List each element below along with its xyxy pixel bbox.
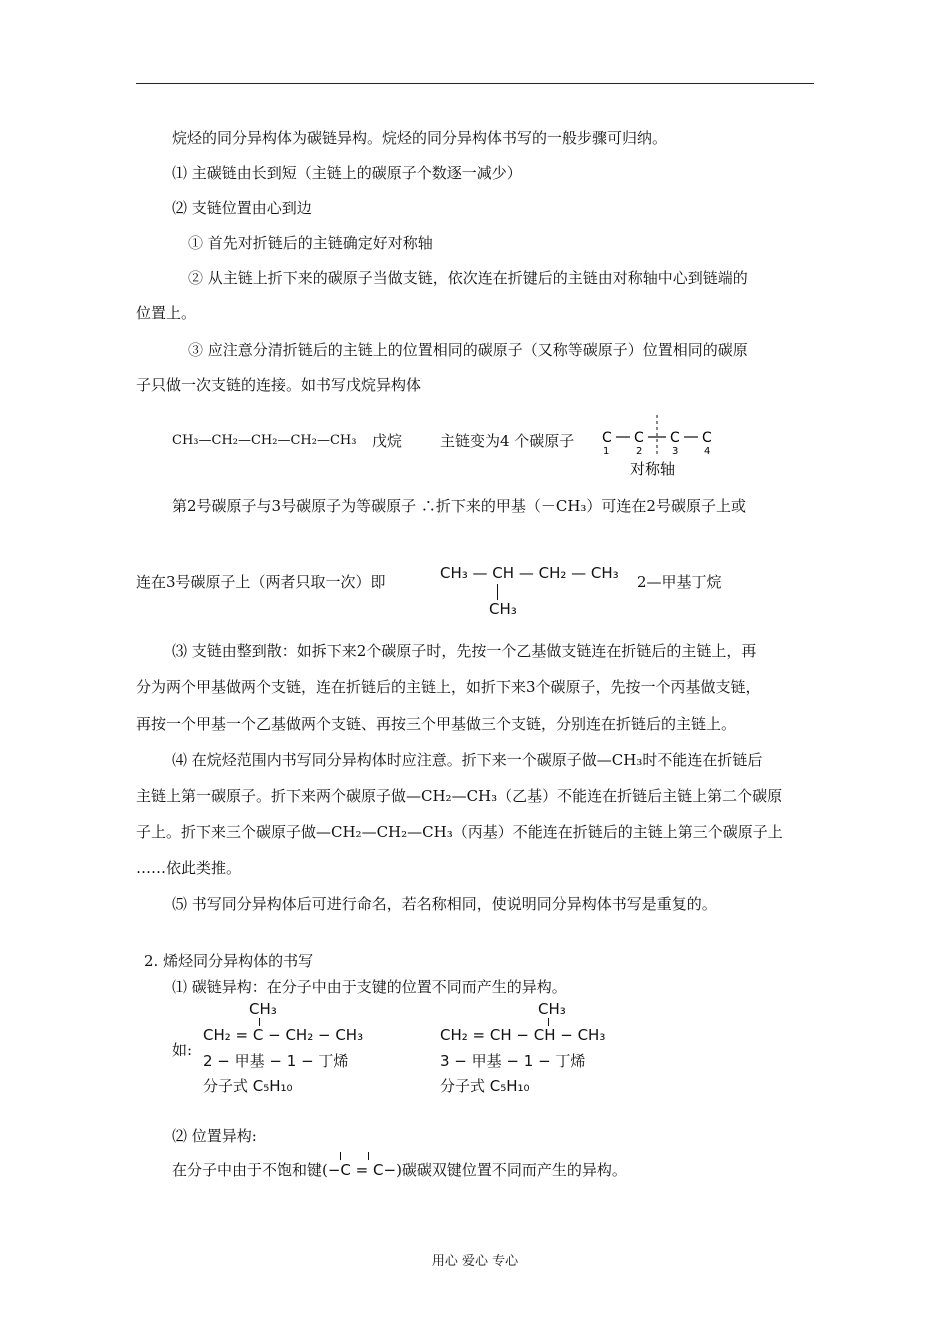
- example-1-formula: CH₂ = C − CH₂ − CH₃: [203, 1026, 364, 1044]
- methylbutane-name: 2—甲基丁烷: [637, 573, 722, 591]
- sub-step-3: ③ 应注意分清折链后的主链上的位置相同的碳原子（又称等碳原子）位置相同的碳原: [188, 341, 748, 359]
- pentane-formula: CH₃—CH₂—CH₂—CH₂—CH₃: [172, 433, 357, 448]
- header-rule: [136, 83, 814, 84]
- example-1-branch: CH₃: [249, 1000, 277, 1018]
- example-1-branch-bond: [259, 1018, 260, 1026]
- carbon-3: C: [670, 430, 680, 446]
- double-bond-symbol: [328, 1160, 396, 1180]
- step-5: ⑸ 书写同分异构体后可进行命名，若名称相同，使说明同分异构体书写是重复的。: [172, 895, 717, 913]
- step-3-cont-2: 再按一个甲基一个乙基做两个支链、再按三个甲基做三个支链，分别连在折链后的主链上。: [136, 715, 737, 733]
- branch-bond: [497, 584, 498, 600]
- step-3: ⑶ 支链由整到散：如拆下来2个碳原子时，先按一个乙基做支链连在折链后的主链上，再: [172, 642, 757, 660]
- step-3-cont-1: 分为两个甲基做两个支链，连在折链后的主链上，如折下来3个碳原子，先按一个丙基做支链，: [136, 678, 761, 696]
- pentane-name: 戊烷: [372, 432, 403, 450]
- example-prefix: 如:: [172, 1041, 193, 1059]
- step-2: ⑵ 支链位置由心到边: [172, 199, 312, 217]
- example-1-name: 2 − 甲基 − 1 − 丁烯: [203, 1052, 349, 1070]
- example-2-branch: CH₃: [538, 1000, 566, 1018]
- sub-step-2: ② 从主链上折下来的碳原子当做支链，依次连在折键后的主链由对称轴中心到链端的: [188, 269, 748, 287]
- sub-step-2-cont: 位置上。: [136, 304, 197, 322]
- example-2-branch-bond: [548, 1018, 549, 1026]
- either-position-text: 连在3号碳原子上（两者只取一次）即: [136, 573, 386, 591]
- carbon-2: C: [634, 430, 644, 446]
- carbon-4: C: [702, 430, 712, 446]
- desc-suffix: )碳碳双键位置不同而产生的异构。: [396, 1161, 627, 1179]
- carbon-1: C: [602, 430, 612, 446]
- symmetry-axis-diagram: [598, 412, 728, 482]
- position-isomerism-desc: [172, 1160, 627, 1180]
- symmetry-axis-label: 对称轴: [630, 460, 676, 478]
- equivalent-carbon-text: 第2号碳原子与3号碳原子为等碳原子 ∴折下来的甲基（－CH₃）可连在2号碳原子上或: [172, 497, 746, 515]
- methylbutane-branch: CH₃: [489, 600, 517, 618]
- desc-prefix: 在分子中由于不饱和键(: [172, 1161, 328, 1179]
- step-4-cont-3: ……依此类推。: [136, 859, 242, 877]
- step-4: ⑷ 在烷烃范围内书写同分异构体时应注意。折下来一个碳原子做—CH₃时不能连在折链后: [172, 751, 763, 769]
- step-4-cont-1: 主链上第一碳原子。折下来两个碳原子做—CH₂—CH₃（乙基）不能连在折链后主链上第二个碳原: [136, 787, 783, 805]
- chain-number-4: 4: [704, 446, 711, 457]
- main-chain-note: 主链变为4 个碳原子: [440, 432, 575, 450]
- sub-step-3-cont: 子只做一次支链的连接。如书写戊烷异构体: [136, 376, 422, 394]
- example-2-name: 3 − 甲基 − 1 − 丁烯: [440, 1052, 586, 1070]
- alkene-chain-isomerism: ⑴ 碳链异构：在分子中由于支键的位置不同而产生的异构。: [172, 978, 567, 996]
- example-2-molecular-formula: 分子式 C₅H₁₀: [440, 1077, 530, 1095]
- example-2-formula: CH₂ = CH − CH − CH₃: [440, 1026, 606, 1044]
- alkene-heading: 2. 烯烃同分异构体的书写: [144, 952, 314, 970]
- step-4-cont-2: 子上。折下来三个碳原子做—CH₂—CH₂—CH₃（丙基）不能连在折链后的主链上第三个碳原子上: [136, 823, 783, 841]
- chain-number-1: 1: [603, 446, 610, 457]
- chain-number-3: 3: [672, 446, 679, 457]
- step-1: ⑴ 主碳链由长到短（主链上的碳原子个数逐一减少）: [172, 164, 522, 182]
- sub-step-1: ① 首先对折链后的主链确定好对称轴: [188, 234, 433, 252]
- methylbutane-main-chain: CH₃ — CH — CH₂ — CH₃: [440, 564, 619, 582]
- example-1-molecular-formula: 分子式 C₅H₁₀: [203, 1077, 293, 1095]
- double-bond-text: −C = C−: [327, 1161, 397, 1179]
- intro-text: 烷烃的同分异构体为碳链异构。烷烃的同分异构体书写的一般步骤可归纳。: [172, 129, 668, 147]
- alkene-position-isomerism: ⑵ 位置异构:: [172, 1127, 257, 1145]
- page-footer: 用心 爱心 专心: [431, 1254, 519, 1269]
- chain-number-2: 2: [636, 446, 643, 457]
